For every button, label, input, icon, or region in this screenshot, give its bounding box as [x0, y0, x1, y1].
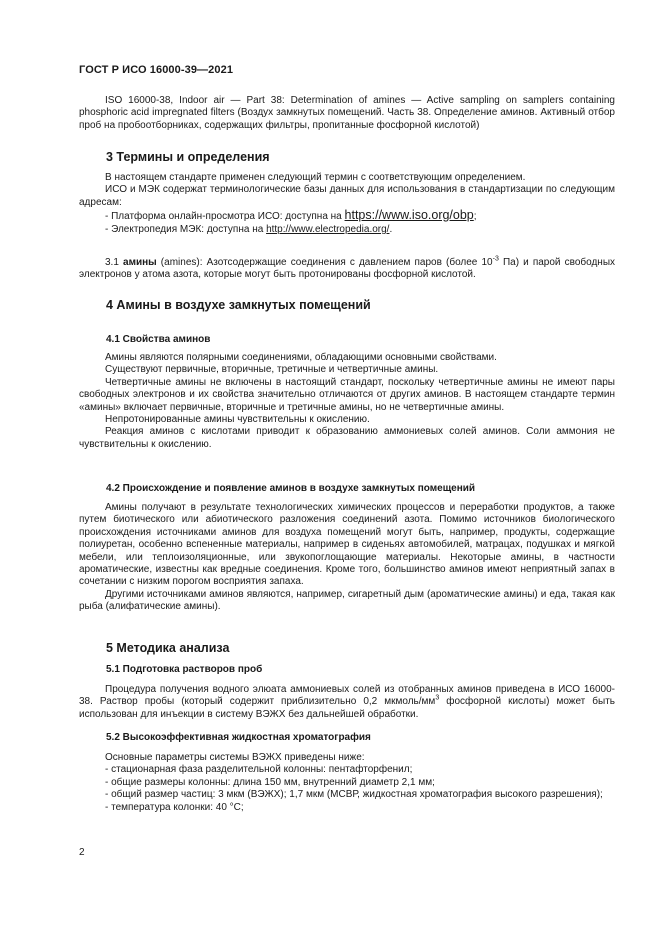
reference-text: ISO 16000-38, Indoor air — Part 38: Determination of amines — Active sampling on samplers containing phosphoric acid impregnated filters (Воздух замкнутых помещений. Часть 38. Определение аминов. Активный отбор проб на пробоотборниках, содержащих фильтры, пропитанные фосфорной кислотой) [79, 95, 615, 131]
paragraph: Другими источниками аминов являются, например, сигаретный дым (ароматические амины) и еда, такая как рыба (алифатические амины). [79, 588, 615, 613]
paragraph: Непротонированные амины чувствительны к окислению. [105, 414, 370, 426]
document-header: ГОСТ Р ИСО 16000-39—2021 [79, 64, 234, 76]
paragraph: Амины получают в результате технологических химических процессов и переработки продуктов, а также путем биотического или абиотического разложения соединений азота. Помимо источников биологического происхождения источниками аминов для воздуха помещений могут быть, например, продукты, содержащие полиуретан, особенно вспененные материалы, например в сиденьях автомобилей, матрацах, подушках и мягкой мебели, или теплоизоляционные, или звукопоглощающие материалы. Некоторые амины, в частности ароматические, известны как вредные соединения. Кроме того, большинство аминов имеют неприятный запах в сочетании с низким порогом восприятия запаха. [79, 502, 615, 588]
paragraph: Четвертичные амины не включены в настоящий стандарт, поскольку четвертичные амины не имеют пары свободных электронов и их свойства значительно отличаются от других аминов. В настоящем стандарте термин «амины» включает первичные, вторичные и третичные амины, но не четвертичные амины. [79, 376, 615, 413]
list-item: - общие размеры колонны: длина 150 мм, внутренний диаметр 2,1 мм; [105, 776, 435, 788]
term-word: амины [123, 257, 157, 268]
iec-electropedia-line: - Электропедия МЭК: доступна на http://www.electropedia.org/. [105, 223, 393, 235]
section-4-1-title: 4.1 Свойства аминов [106, 334, 211, 345]
section-5-1-body: Процедура получения водного элюата аммониевых солей из отобранных аминов приведена в ИСО 16000-38. Раствор пробы (который содержит приблизительно 0,2 мкмоль/$мм^3$ фосфорной кислоты) может быть использован для инъекции в систему ВЭЖХ без дальнейшей обработки. [79, 684, 615, 720]
list-item: - стационарная фаза разделительной колонны: пентафторфенил; [105, 764, 413, 776]
section-5-2-title: 5.2 Высокоэффективная жидкостная хроматография [106, 732, 371, 743]
normative-reference [79, 95, 615, 132]
list-item: - температура колонки: 40 °С; [105, 801, 244, 813]
paragraph: Основные параметры системы ВЭЖХ приведены ниже: [105, 752, 365, 763]
iso-platform-line: - Платформа онлайн-просмотра ИСО: доступна на https://www.iso.org/obp; [105, 208, 477, 223]
paragraph: ИСО и МЭК содержат терминологические базы данных для использования в стандартизации по следующим адресам: [79, 184, 615, 208]
section-4-2-title: 4.2 Происхождение и появление аминов в воздухе замкнутых помещений [106, 483, 476, 494]
section-3-body [79, 172, 615, 236]
section-3-title: 3 Термины и определения [106, 150, 270, 164]
paragraph: Амины являются полярными соединениями, обладающими основными свойствами. [105, 352, 497, 363]
paragraph: Реакция аминов с кислотами приводит к образованию аммониевых солей аминов. Соли аммония не чувствительны к окислению. [79, 426, 615, 450]
section-4-1-body [79, 352, 615, 451]
section-5-2-body [79, 752, 615, 814]
section-4-2-body [79, 502, 615, 614]
term-3-1: 3.1 амины (amines): Азотсодержащие соединения с давлением паров (более $10^{-3}$ Па) и парой свободных электронов у атома азота, которые могут быть протонированы фосфорной кислотой. [79, 255, 616, 281]
electropedia-link[interactable]: http://www.electropedia.org/ [266, 223, 390, 235]
paragraph: Существуют первичные, вторичные, третичные и четвертичные амины. [105, 364, 439, 376]
page-number: 2 [79, 847, 85, 858]
paragraph: В настоящем стандарте применен следующий термин с соответствующим определением. [105, 172, 526, 183]
iso-obp-link[interactable]: https://www.iso.org/obp [344, 208, 474, 223]
list-item: - общий размер частиц: 3 мкм (ВЭЖХ); 1,7 мкм (МСВР, жидкостная хроматография высокого разрешения); [105, 789, 603, 801]
section-5-title: 5 Методика анализа [106, 641, 230, 655]
section-5-1-title: 5.1 Подготовка растворов проб [106, 664, 263, 675]
section-4-title: 4 Амины в воздухе замкнутых помещений [106, 298, 371, 312]
